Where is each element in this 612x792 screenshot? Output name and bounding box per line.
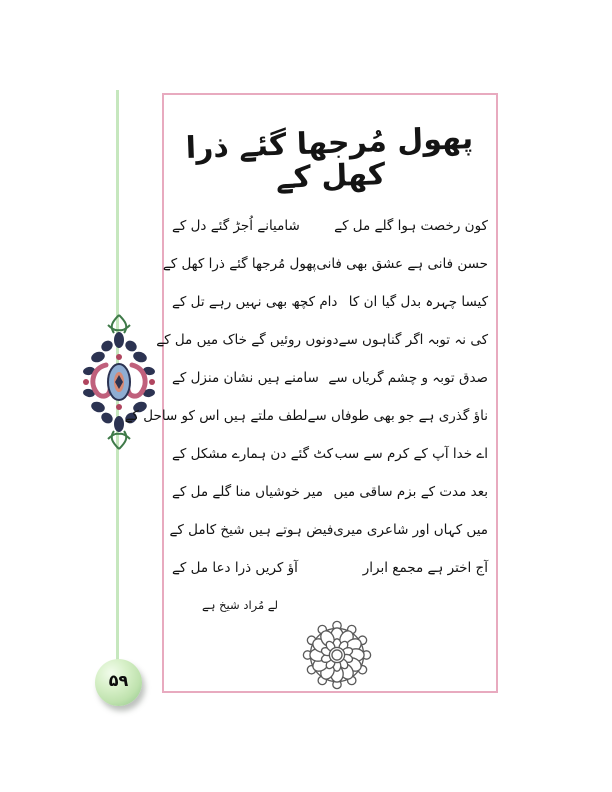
hemistich-second: دونوں روئیں گے خاک میں مل کے: [156, 332, 339, 348]
hemistich-first: کون رخصت ہوا گلے مل کے: [334, 218, 488, 234]
couplet-row: [169, 511, 488, 549]
hemistich-second: لطف ملتے ہیں اس کو ساحل کے: [124, 408, 308, 424]
couplet-row: [172, 359, 488, 397]
hemistich-first: ناؤ گذری ہے جو بھی طوفاں سے: [307, 408, 488, 424]
hemistich-second: آؤ کریں ذرا دعا مل کے: [172, 560, 298, 576]
poem-frame: [124, 93, 498, 693]
hemistich-second: میر خوشیاں منا گلے مل کے: [172, 484, 323, 500]
floral-damask-ornament-icon: [76, 313, 162, 451]
couplet-row: [172, 473, 488, 511]
page-number: ۵۹: [108, 671, 129, 690]
hemistich-second: پھول مُرجھا گئے ذرا کھل کے: [162, 256, 317, 272]
hemistich-second: سامنے ہیں نشان منزل کے: [172, 370, 319, 386]
attribution-note: لے مُراد شیخ ہے: [202, 598, 279, 612]
couplet-row: [124, 397, 488, 435]
hemistich-first: اے خدا آپ کے کرم سے سب: [334, 446, 488, 462]
page-number-badge: [95, 659, 142, 706]
couplet-row: [172, 435, 488, 473]
hemistich-first: حسن فانی ہے عشق بھی فانی: [316, 256, 488, 272]
hemistich-second: شامیانے اُجڑ گئے دل کے: [172, 218, 300, 234]
couplet-row: [156, 321, 488, 359]
hemistich-second: فیض ہوتے ہیں شیخ کامل کے: [169, 522, 334, 538]
hemistich-first: کی نہ توبہ اگر گناہوں سے: [338, 332, 488, 348]
hemistich-first: میں کہاں اور شاعری میری: [333, 522, 488, 538]
hemistich-second: کٹ گئے دن ہمارے مشکل کے: [172, 446, 334, 462]
flower-rosette-icon: [299, 617, 375, 693]
couplet-row: [172, 549, 488, 587]
poem-body: [124, 207, 488, 587]
couplet-row: [172, 207, 488, 245]
hemistich-second: دام کچھ بھی نہیں رہے تل کے: [172, 294, 338, 310]
hemistich-first: کیسا چہرہ بدل گیا ان کا: [348, 294, 488, 310]
hemistich-first: صدق توبہ و چشم گریاں سے: [328, 370, 488, 386]
poem-title: پھول مُرجھا گئے ذرا کھل کے: [185, 121, 474, 196]
hemistich-first: بعد مدت کے بزم ساقی میں: [333, 484, 488, 500]
hemistich-first: آج اختر ہے مجمع ابرار: [362, 560, 488, 576]
couplet-row: [162, 245, 488, 283]
couplet-row: [172, 283, 488, 321]
